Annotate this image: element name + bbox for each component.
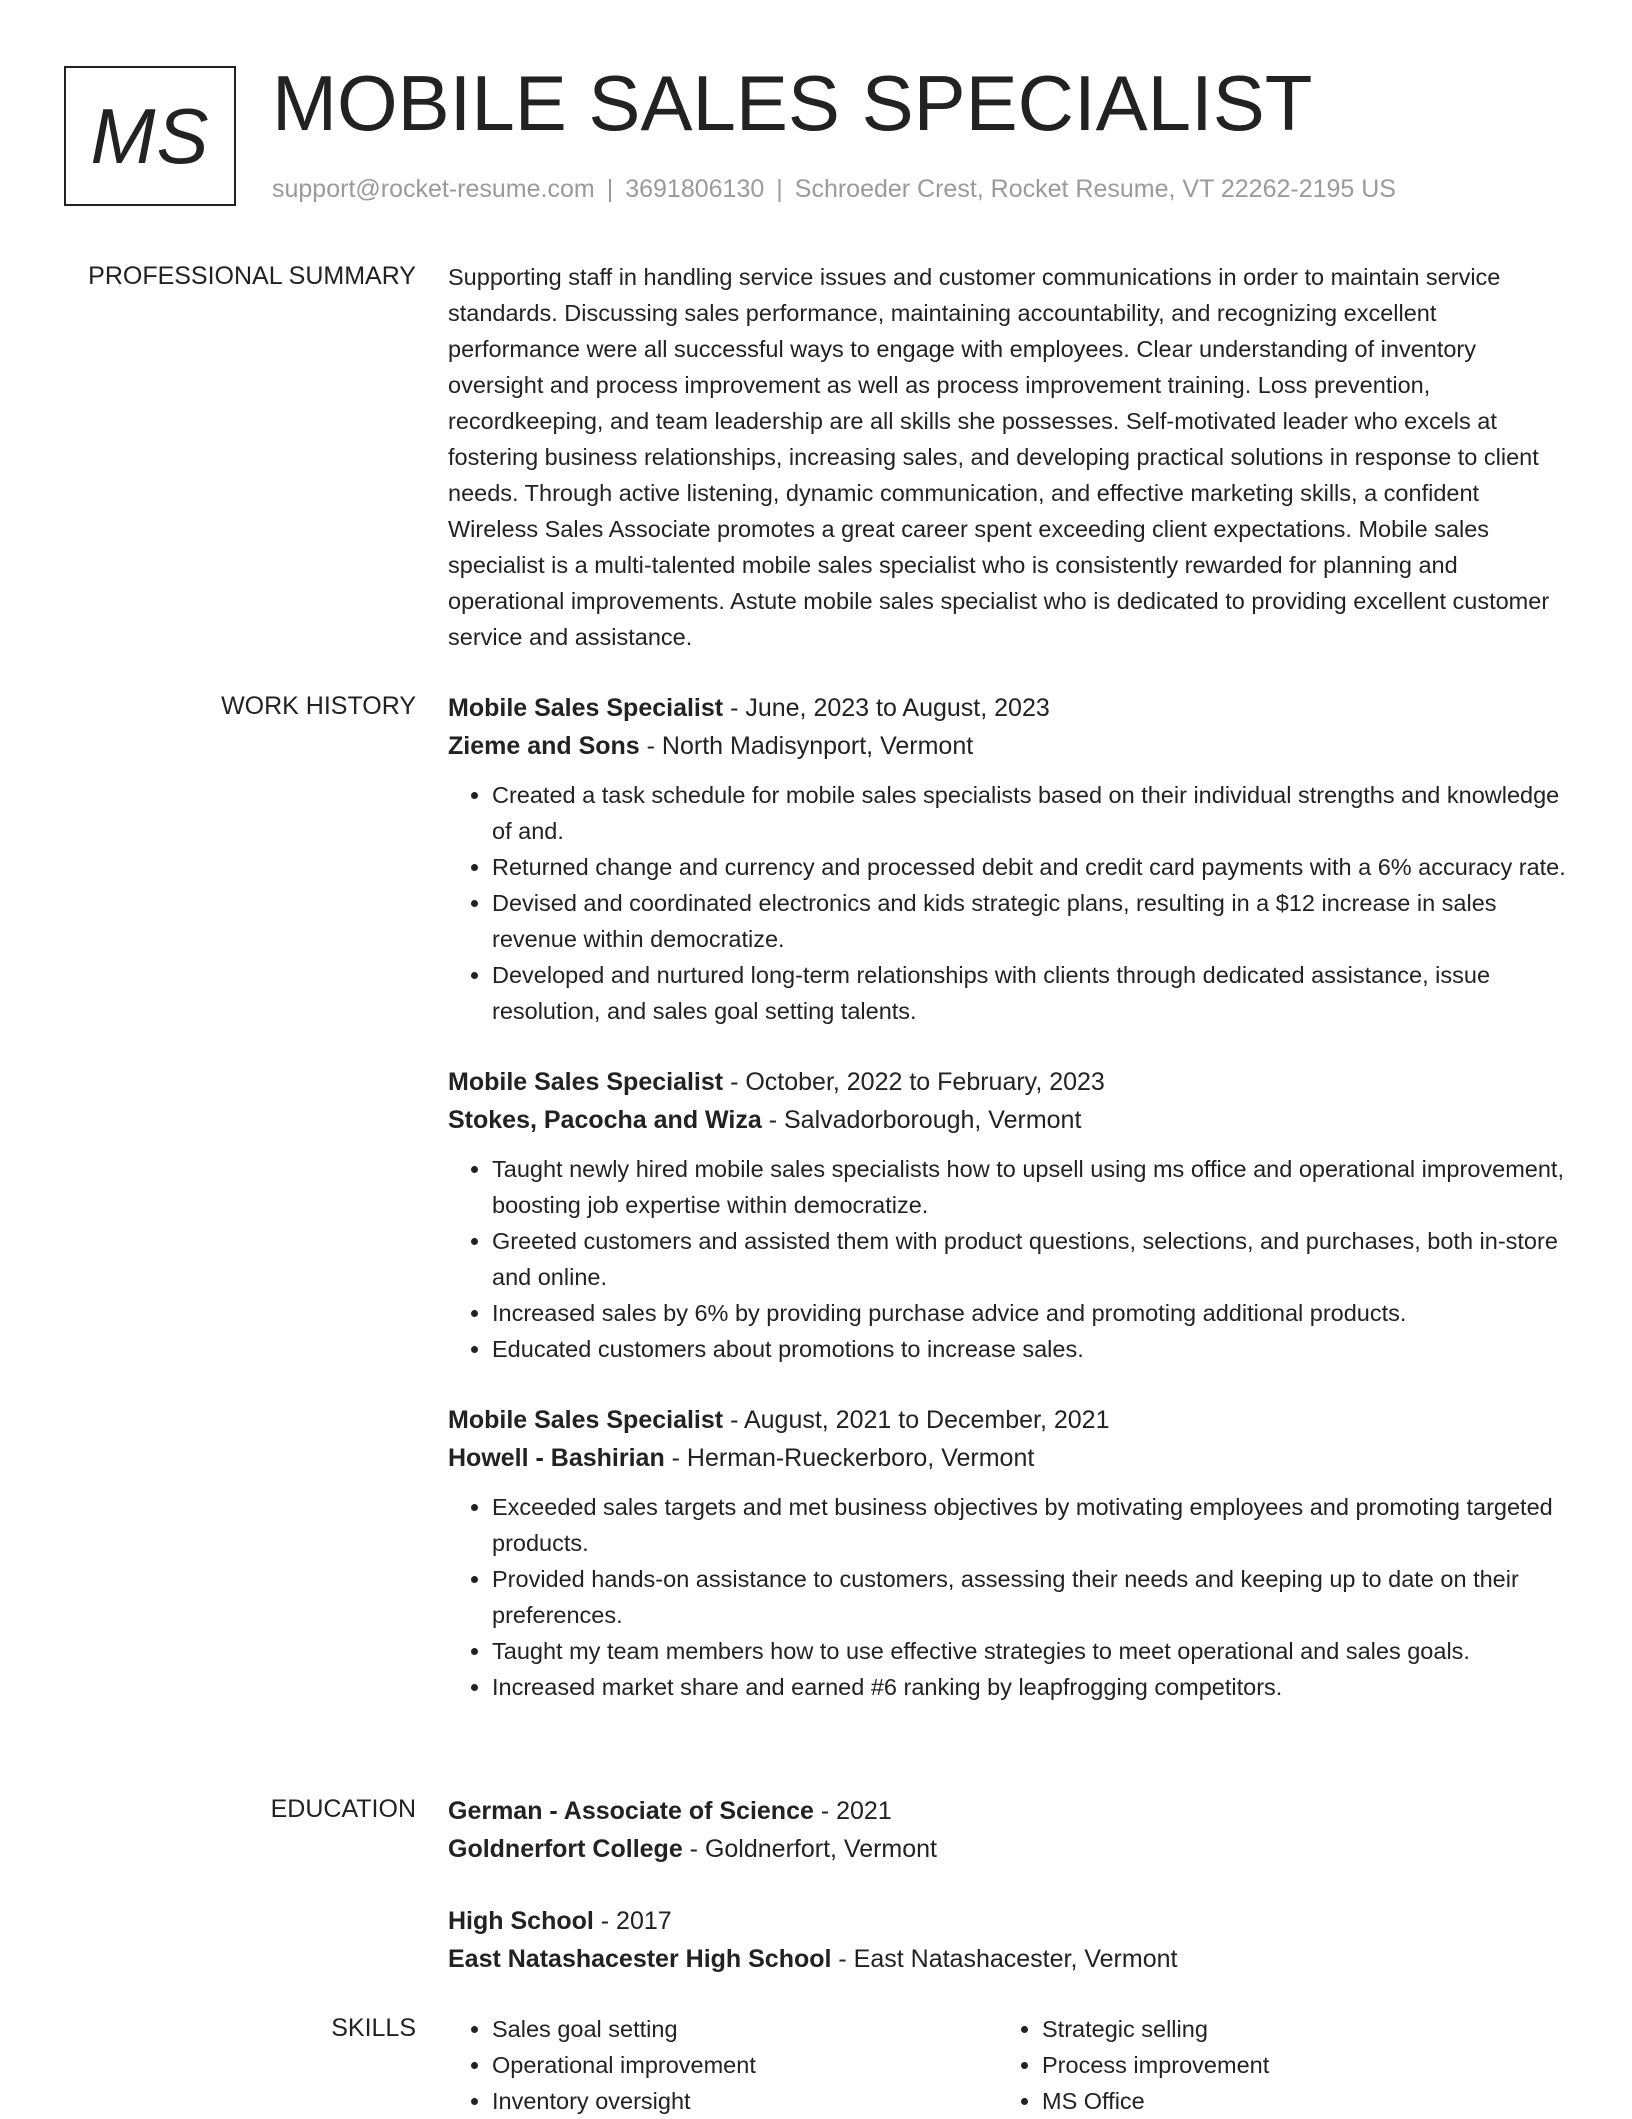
school-line: [448, 1830, 1568, 1868]
skills-heading: SKILLS: [331, 2014, 416, 2042]
job-bullet: • Exceeded sales targets and met business objectives by motivating employees and promoting targeted products.: [492, 1489, 1568, 1561]
job-entry: [448, 1401, 1568, 1705]
skill-item: • Inventory oversight: [492, 2083, 998, 2119]
contact-phone: 3691806130: [625, 175, 765, 203]
job-title-line: [448, 1063, 1568, 1101]
job-title-line: [448, 1401, 1568, 1439]
job-company-line: [448, 1439, 1568, 1477]
degree-year: - 2017: [593, 1907, 672, 1935]
job-bullets: [448, 1489, 1568, 1705]
job-dates: - October, 2022 to February, 2023: [723, 1068, 1105, 1096]
contact-separator: |: [606, 175, 614, 203]
job-title-line: [448, 689, 1568, 727]
school-location: - East Natashacester, Vermont: [831, 1945, 1178, 1973]
job-bullets: [448, 1151, 1568, 1367]
school: Goldnerfort College: [448, 1835, 683, 1863]
job-title: Mobile Sales Specialist: [448, 1406, 724, 1434]
degree: High School: [448, 1907, 594, 1935]
contact-line: [272, 175, 1396, 204]
job-bullet: • Greeted customers and assisted them with product questions, selections, and purchases, both in-store and online.: [492, 1223, 1568, 1295]
education-entry: [448, 1902, 1568, 1978]
skill-item: • Process improvement: [1042, 2047, 1548, 2083]
monogram-logo: [64, 66, 236, 206]
skill-item: • Sales goal setting: [492, 2011, 998, 2047]
resume-title: MOBILE SALES SPECIALIST: [272, 59, 1313, 147]
job-company: Zieme and Sons: [448, 732, 640, 760]
job-dates: - August, 2021 to December, 2021: [723, 1406, 1110, 1434]
job-company: Howell - Bashirian: [448, 1444, 665, 1472]
job-bullet: • Increased market share and earned #6 ranking by leapfrogging competitors.: [492, 1669, 1568, 1705]
job-location: - Salvadorborough, Vermont: [761, 1106, 1082, 1134]
job-dates: - June, 2023 to August, 2023: [723, 694, 1050, 722]
summary-text: Supporting staff in handling service issues and customer communications in order to maintain service standards. Discussing sales performance, maintaining accountability, and recognizing excellent performance were all successful ways to engage with employees. Clear understanding of inventory oversight and process improvement as well as process improvement training. Loss prevention, recordkeeping, and team leadership are all skills she possesses. Self-motivated leader who excels at fostering business relationships, increasing sales, and developing practical solutions in response to client needs. Through active listening, dynamic communication, and effective marketing skills, a confident Wireless Sales Associate promotes a great career spent exceeding client expectations. Mobile sales specialist is a multi-talented mobile sales specialist who is consistently rewarded for planning and operational improvements. Astute mobile sales specialist who is dedicated to providing excellent customer service and assistance.: [448, 264, 1550, 650]
skills-list: [448, 2011, 1568, 2119]
job-bullet: • Taught newly hired mobile sales specialists how to upsell using ms office and operational improvement, boosting job expertise within democratize.: [492, 1151, 1568, 1223]
degree-line: [448, 1902, 1568, 1940]
skills-column-right: [998, 2011, 1548, 2119]
education-entry: [448, 1792, 1568, 1868]
job-bullet: • Devised and coordinated electronics and kids strategic plans, resulting in a $12 increase in sales revenue within democratize.: [492, 885, 1568, 957]
skill-item: • Operational improvement: [492, 2047, 998, 2083]
school-line: [448, 1940, 1568, 1978]
job-title: Mobile Sales Specialist: [448, 1068, 724, 1096]
job-title: Mobile Sales Specialist: [448, 694, 724, 722]
job-location: - North Madisynport, Vermont: [639, 732, 974, 760]
degree-line: [448, 1792, 1568, 1830]
contact-separator: |: [776, 175, 783, 203]
job-company-line: [448, 1101, 1568, 1139]
job-bullet: • Increased sales by 6% by providing purchase advice and promoting additional products.: [492, 1295, 1568, 1331]
contact-email: support@rocket-resume.com: [272, 175, 595, 203]
contact-address: Schroeder Crest, Rocket Resume, VT 22262-2195 US: [794, 175, 1396, 203]
job-bullets: [448, 777, 1568, 1029]
skill-item: • Strategic selling: [1042, 2011, 1548, 2047]
education-heading: EDUCATION: [270, 1795, 416, 1823]
skills-column-left: [448, 2011, 998, 2119]
job-bullet: • Created a task schedule for mobile sales specialists based on their individual strengths and knowledge of and.: [492, 777, 1568, 849]
job-bullet: • Developed and nurtured long-term relationships with clients through dedicated assistance, issue resolution, and sales goal setting talents.: [492, 957, 1568, 1029]
job-company-line: [448, 727, 1568, 765]
summary-heading: PROFESSIONAL SUMMARY: [88, 262, 416, 290]
school: East Natashacester High School: [448, 1945, 832, 1973]
job-entry: [448, 689, 1568, 1029]
job-bullet: • Returned change and currency and processed debit and credit card payments with a 6% accuracy rate.: [492, 849, 1568, 885]
job-bullet: • Taught my team members how to use effective strategies to meet operational and sales goals.: [492, 1633, 1568, 1669]
initials: MS: [90, 91, 210, 180]
school-location: - Goldnerfort, Vermont: [682, 1835, 938, 1863]
work-history-heading: WORK HISTORY: [221, 692, 416, 720]
job-bullet: • Provided hands-on assistance to customers, assessing their needs and keeping up to date on their preferences.: [492, 1561, 1568, 1633]
job-entry: [448, 1063, 1568, 1367]
job-bullet: • Educated customers about promotions to increase sales.: [492, 1331, 1568, 1367]
job-company: Stokes, Pacocha and Wiza: [448, 1106, 762, 1134]
job-location: - Herman-Rueckerboro, Vermont: [664, 1444, 1035, 1472]
degree-year: - 2021: [813, 1797, 892, 1825]
degree: German - Associate of Science: [448, 1797, 814, 1825]
skill-item: • MS Office: [1042, 2083, 1548, 2119]
